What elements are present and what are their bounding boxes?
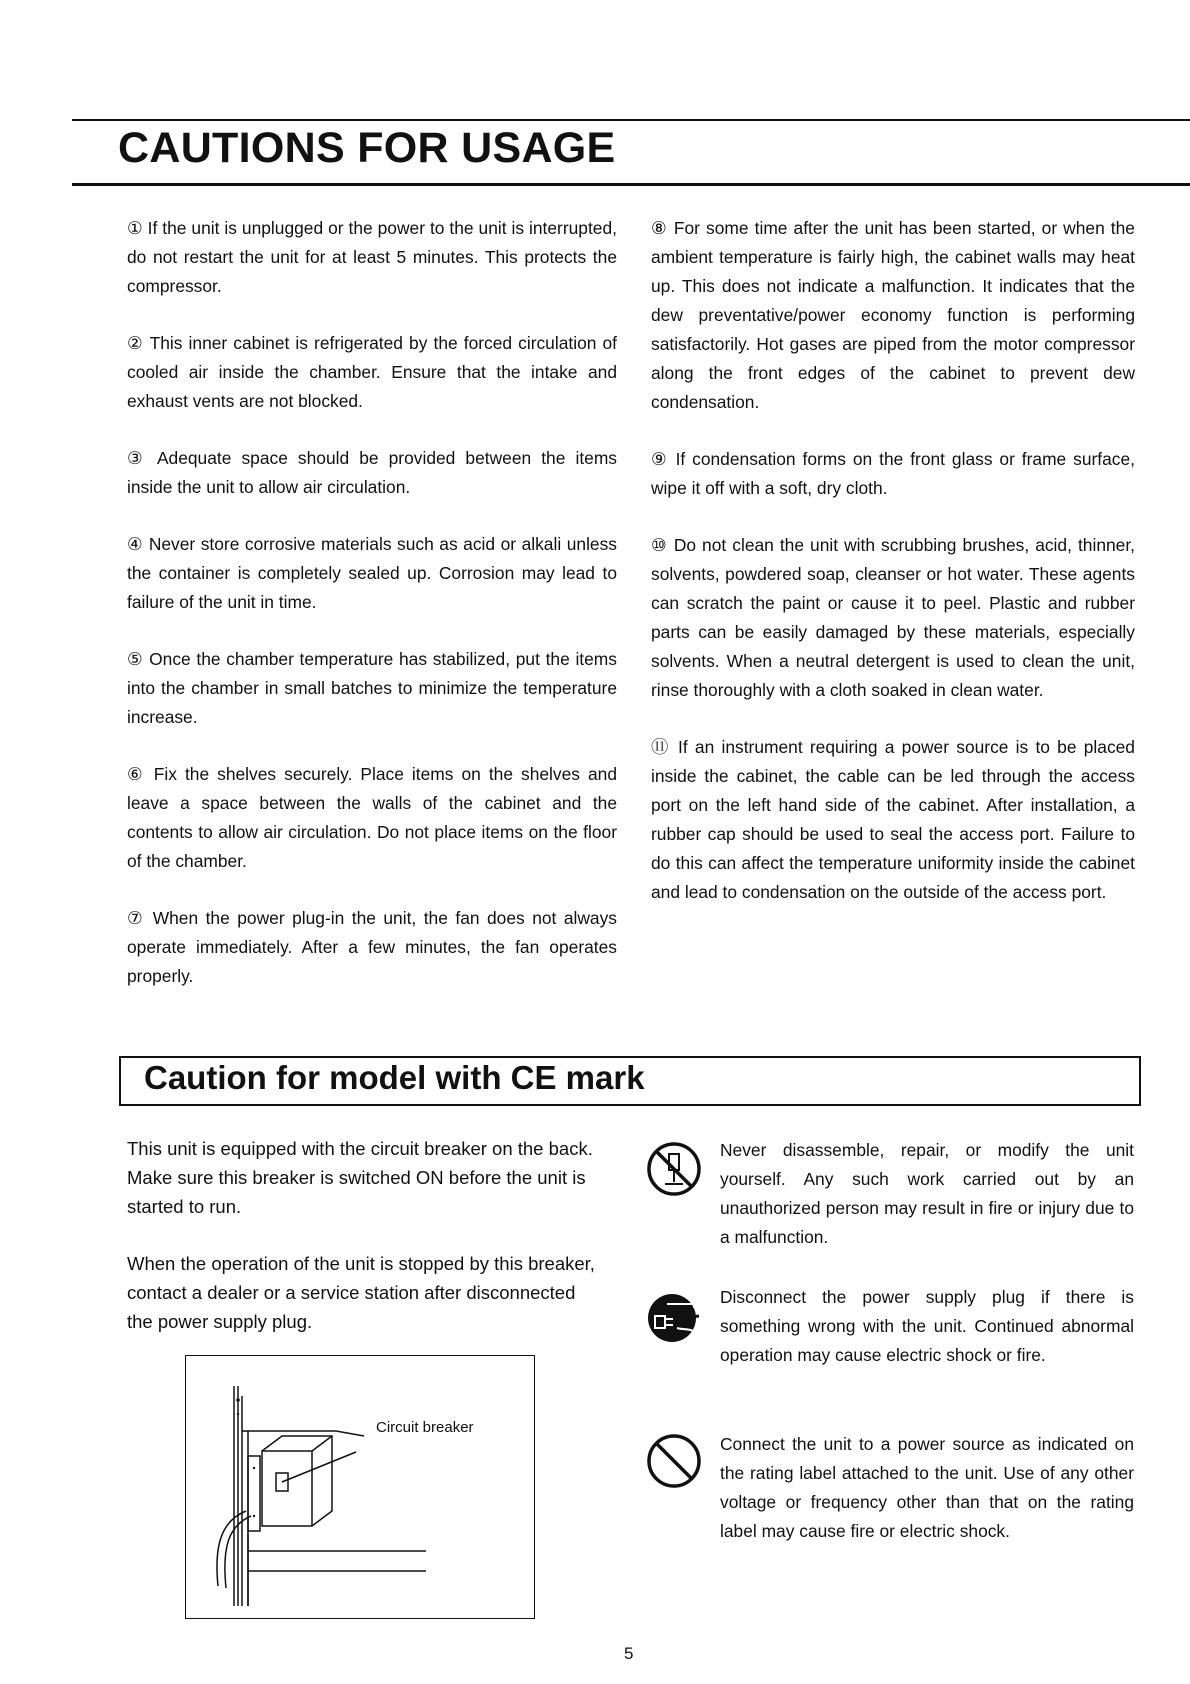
page-title: CAUTIONS FOR USAGE — [118, 124, 616, 172]
unplug-icon — [645, 1288, 703, 1346]
header-rule-bottom — [72, 183, 1190, 186]
caution-text: For some time after the unit has been started, or when the ambient temperature is fairly high, the cabinet walls may heat up. This does not indicate a malfunction. It indicates that the dew preventative/power economy function is performing satisfactorily. Hot gases are piped from the motor compressor along the front edges of the cabinet to prevent dew condensation. — [651, 218, 1135, 412]
caution-number: ② — [127, 333, 144, 353]
caution-text: Adequate space should be provided between the items inside the unit to allow air circulation. — [127, 448, 618, 497]
circuit-breaker-label: Circuit breaker — [376, 1419, 474, 1436]
caution-number: ④ — [127, 534, 144, 554]
caution-text: When the power plug-in the unit, the fan does not always operate immediately. After a few minutes, the fan operates properly. — [127, 908, 617, 986]
ce-paragraph: This unit is equipped with the circuit breaker on the back. Make sure this breaker is switched ON before the unit is started to run. — [127, 1138, 593, 1217]
ce-section-title: Caution for model with CE mark — [144, 1059, 645, 1096]
caution-text: Never store corrosive materials such as acid or alkali unless the container is completely sealed up. Corrosion may lead to failure of the unit in time. — [127, 534, 617, 612]
circuit-breaker-illustration-icon — [186, 1356, 534, 1618]
caution-item — [127, 214, 617, 301]
caution-text: If an instrument requiring a power source is to be placed inside the cabinet, the cable can be led through the access port on the left hand side of the cabinet. After installation, a rubber cap should be used to seal the access port. Failure to do this can affect the temperature uniformity inside the cabinet and lead to condensation on the outside of the access port. — [651, 737, 1135, 902]
cautions-column-right — [651, 214, 1135, 935]
caution-text: Do not clean the unit with scrubbing brushes, acid, thinner, solvents, powdered soap, cleanser or hot water. These agents can scratch the paint or cause it to peel. Plastic and rubber parts can be easily damaged by these materials, especially solvents. When a neutral detergent is used to clean the unit, rinse thoroughly with a cloth soaked in clean water. — [651, 535, 1135, 700]
circuit-breaker-figure — [185, 1355, 535, 1619]
caution-item — [127, 329, 617, 416]
caution-number: ⑦ — [127, 908, 146, 928]
caution-item — [127, 645, 617, 732]
warning-text: Never disassemble, repair, or modify the unit yourself. Any such work carried out by an unauthorized person may result in fire or injury due to a malfunction. — [720, 1140, 1134, 1247]
caution-number: ⑪ — [651, 737, 671, 757]
caution-number: ① — [127, 218, 143, 238]
caution-item — [651, 733, 1135, 907]
caution-text: Once the chamber temperature has stabilized, put the items into the chamber in small batches to minimize the temperature increase. — [127, 649, 617, 727]
caution-number: ⑤ — [127, 649, 144, 669]
caution-text: If condensation forms on the front glass or frame surface, wipe it off with a soft, dry cloth. — [651, 449, 1135, 498]
caution-item — [651, 445, 1135, 503]
caution-number: ⑨ — [651, 449, 669, 469]
caution-item — [127, 904, 617, 991]
cautions-column-left — [127, 214, 617, 1019]
caution-item — [651, 214, 1135, 417]
warning-text: Disconnect the power supply plug if there is something wrong with the unit. Continued abnormal operation may cause electric shock or fire. — [720, 1287, 1134, 1365]
prohibited-icon — [645, 1432, 703, 1490]
page-number: 5 — [624, 1644, 634, 1663]
caution-number: ③ — [127, 448, 148, 468]
caution-item — [651, 531, 1135, 705]
caution-item — [127, 530, 617, 617]
caution-text: If the unit is unplugged or the power to the unit is interrupted, do not restart the unit for at least 5 minutes. This protects the compressor. — [127, 218, 617, 296]
no-disassembly-icon — [645, 1140, 703, 1198]
caution-text: Fix the shelves securely. Place items on the shelves and leave a space between the walls of the cabinet and the contents to allow air circulation. Do not place items on the floor of the chamber. — [127, 764, 617, 871]
caution-text: This inner cabinet is refrigerated by the forced circulation of cooled air inside the chamber. Ensure that the intake and exhaust vents are not blocked. — [127, 333, 618, 411]
caution-item — [127, 760, 617, 876]
caution-number: ⑩ — [651, 535, 668, 555]
caution-number: ⑥ — [127, 764, 146, 784]
ce-intro — [127, 1134, 597, 1364]
caution-number: ⑧ — [651, 218, 668, 238]
ce-paragraph: When the operation of the unit is stopped by this breaker, contact a dealer or a service station after disconnected the power supply plug. — [127, 1253, 595, 1332]
warning-text: Connect the unit to a power source as indicated on the rating label attached to the unit. Use of any other voltage or frequency other than that on the rating label may cause fire or electric shock. — [720, 1434, 1134, 1541]
caution-item — [127, 444, 617, 502]
header-rule-top — [72, 119, 1190, 121]
